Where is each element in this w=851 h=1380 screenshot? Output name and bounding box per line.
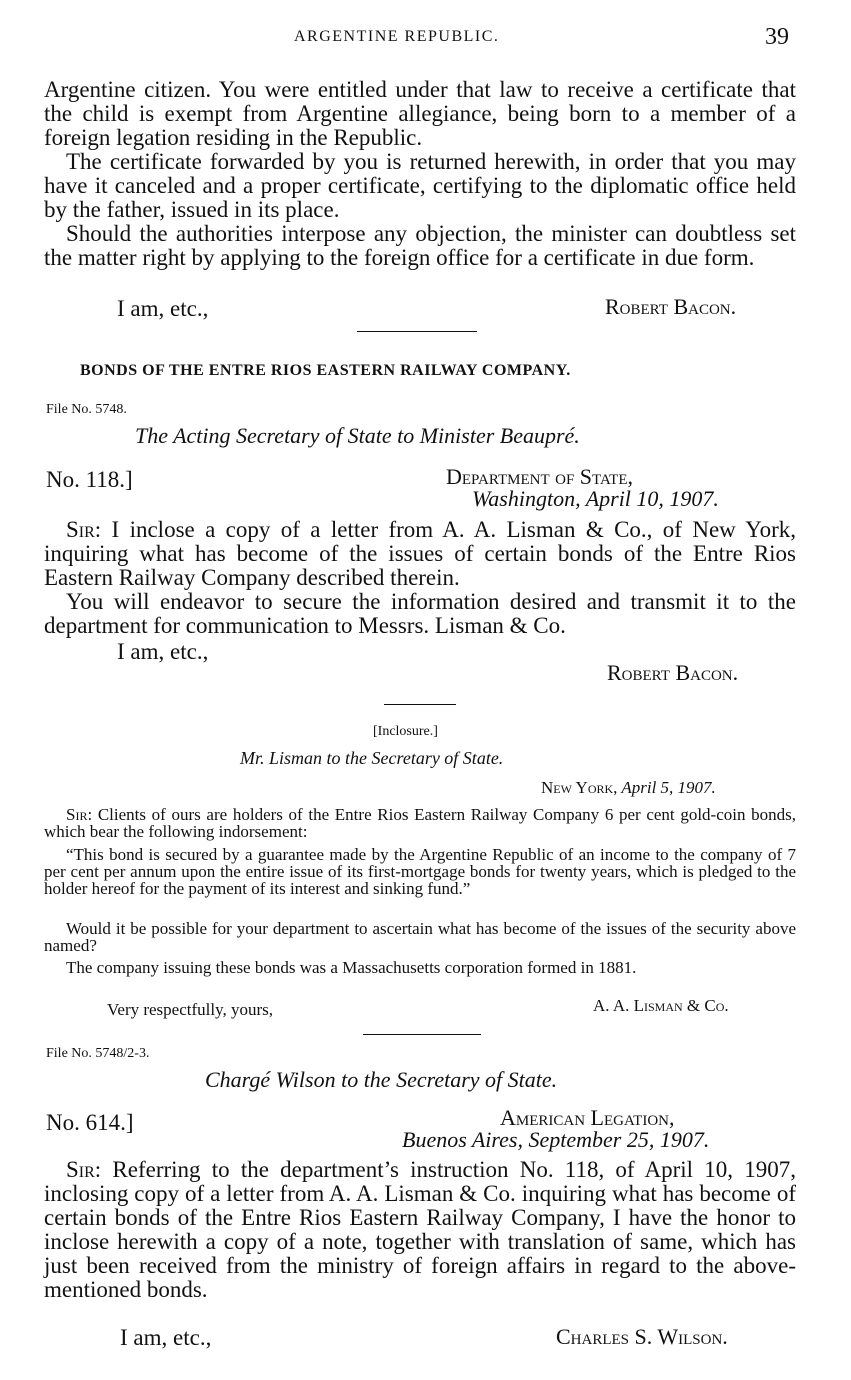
signature: Charles S. Wilson. — [556, 1324, 728, 1349]
letter-heading: Chargé Wilson to the Secretary of State. — [205, 1067, 558, 1092]
letter-heading: The Acting Secretary of State to Minister Beaupré. — [135, 423, 580, 448]
place-date — [541, 778, 716, 798]
closing-line: I am, etc., — [117, 639, 209, 664]
sender-office: Department of State, — [446, 464, 633, 489]
signature: Robert Bacon. — [605, 294, 737, 319]
inclosure-label: [Inclosure.] — [373, 724, 438, 739]
letter-body-paragraph: The company issuing these bonds was a Massachusetts corporation formed in 1881. — [66, 958, 637, 977]
paragraph-authorities-objection: Should the authorities interpose any objection, the minister can doubtless set the matter right by applying to the foreign office for a certificate in due form. — [44, 221, 796, 270]
divider — [363, 1034, 481, 1035]
closing-line: I am, etc., — [117, 296, 209, 321]
page-number: 39 — [765, 24, 789, 50]
letter-text: Referring to the department’s instruction No. 118, of April 10, 1907, inclosing copy of a letter from A. A. Lisman & Co. inquiring what has become of certain bonds of the Entre Rios Eastern Railway Company, I have the honor to inclose herewith a copy of a note, together with translation of same, which has just been received from the ministry of foreign affairs in regard to the above-mentioned bonds. — [44, 1157, 796, 1302]
despatch-number: No. 118.] — [46, 467, 133, 492]
place: New York, — [541, 778, 618, 797]
letter-body-paragraph: You will endeavor to secure the information desired and transmit it to the department for communication to Messrs. Lisman & Co. — [44, 589, 796, 638]
running-title: ARGENTINE REPUBLIC. — [294, 28, 500, 45]
letter-body-paragraph — [44, 518, 796, 590]
salutation: Sir: — [66, 517, 102, 542]
place-date: Washington, April 10, 1907. — [472, 486, 719, 511]
file-number: File No. 5748/2-3. — [46, 1046, 150, 1061]
letter-body-paragraph: Would it be possible for your department to ascertain what has become of the issues of the security above named? — [44, 919, 796, 955]
letter-text: Clients of ours are holders of the Entre Rios Eastern Railway Company 6 per cent gold-coin bonds, which bear the following indorsement: — [44, 805, 796, 841]
closing-line: I am, etc., — [120, 1325, 212, 1350]
letter-body-paragraph — [44, 806, 796, 840]
sender-office: American Legation, — [500, 1105, 675, 1130]
signature: Robert Bacon. — [607, 660, 739, 685]
quoted-indorsement: “This bond is secured by a guarantee made by the Argentine Republic of an income to the company of 7 per cent per annum upon the entire issue of its first-mortgage bonds for twenty years, which is pledged to the holder hereof for the payment of its interest and sinking fund.” — [44, 845, 796, 898]
section-divider — [357, 331, 477, 332]
paragraph-certificate-returned: The certificate forwarded by you is returned herewith, in order that you may have it canceled and a proper certificate, certifying to the diplomatic office held by the father, issued in its place. — [44, 149, 796, 222]
date: April 5, 1907. — [617, 778, 716, 797]
section-title: BONDS OF THE ENTRE RIOS EASTERN RAILWAY COMPANY. — [80, 362, 571, 379]
salutation: Sir: — [66, 805, 93, 824]
file-number: File No. 5748. — [46, 402, 127, 417]
paragraph-argentine-citizen: Argentine citizen. You were entitled under that law to receive a certificate that the child is exempt from Argentine allegiance, being born to a member of a foreign legation residing in the Republic. — [44, 77, 796, 150]
signature: A. A. Lisman & Co. — [593, 996, 729, 1015]
place-date: Buenos Aires, September 25, 1907. — [402, 1127, 710, 1152]
letter-heading: Mr. Lisman to the Secretary of State. — [240, 748, 504, 768]
letter-text: I inclose a copy of a letter from A. A. Lisman & Co., of New York, inquiring what has become of the issues of certain bonds of the Entre Rios Eastern Railway Company described therein. — [44, 517, 796, 590]
closing-line: Very respectfully, yours, — [107, 1000, 274, 1019]
letter-body-paragraph — [44, 1158, 796, 1302]
salutation: Sir: — [66, 1157, 102, 1182]
despatch-number: No. 614.] — [46, 1110, 134, 1135]
divider — [384, 704, 456, 705]
